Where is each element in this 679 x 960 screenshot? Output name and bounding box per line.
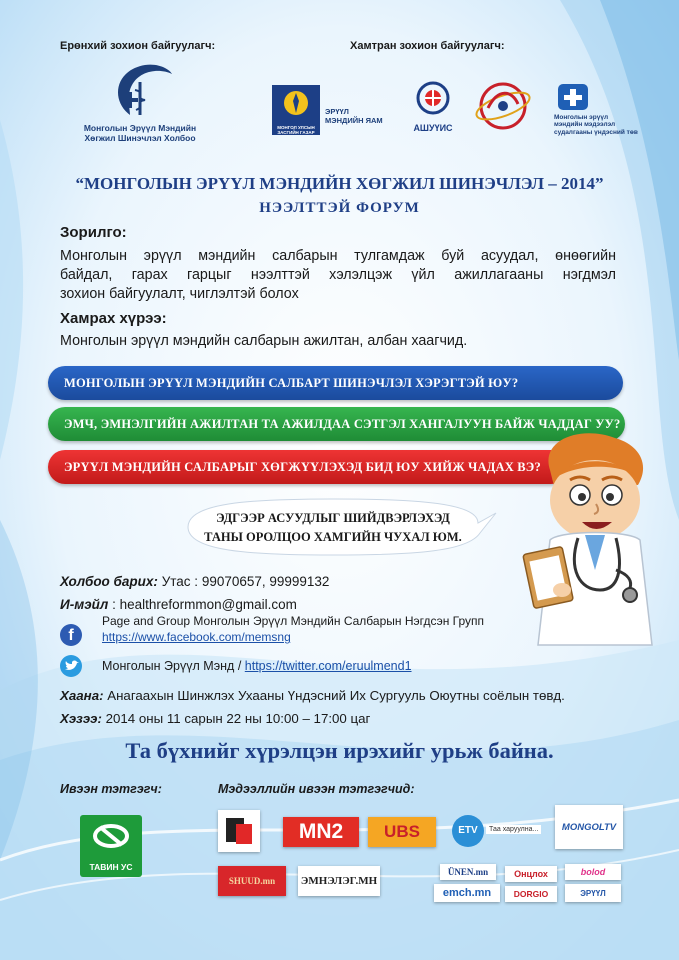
tavin-us-caption: ТАВИН УС [89, 862, 133, 872]
mn2-logo: MN2 [283, 817, 359, 847]
doctor-cartoon-illustration [520, 430, 665, 655]
facebook-link[interactable]: https://www.facebook.com/memsng [102, 630, 291, 644]
question-development-text: ЭРҮҮЛ МЭНДИЙН САЛБАРЫГ ХӨГЖҮҮЛЭХЭД БИД ЮУ ХИЙЖ ЧАДАХ ВЭ? [64, 459, 541, 474]
contact-phone-row [60, 574, 329, 589]
goal-text [60, 247, 616, 304]
government-emblem-logo [272, 85, 320, 135]
etv-badge: ETV [452, 815, 484, 847]
center-caption-line3: судалгааны үндэсний төв [554, 128, 638, 136]
gov-emblem-caption-line2: ЗАСГИЙН ГАЗАР [277, 129, 315, 135]
twitter-row [102, 659, 412, 673]
email-label: И-мэйл [60, 597, 109, 612]
health-reform-association-logo [100, 60, 180, 120]
email-address[interactable]: : healthreformmon@gmail.com [112, 597, 297, 612]
forum-title: “МОНГОЛЫН ЭРҮҮЛ МЭНДИЙН ХӨГЖИЛ ШИНЭЧЛЭЛ – 2014” [75, 174, 604, 193]
emneleg-mn-logo: ЭМНЭЛЭГ.МН [298, 866, 380, 896]
shuud-mn-logo: SHUUD.mn [218, 866, 286, 896]
unen-mn-logo: ÜNEN.mn [440, 864, 496, 880]
co-organizer-label: Хамтран зохион байгуулагч: [350, 40, 505, 52]
main-logo-caption-line2: Хөгжил Шинэчлэл Холбоо [84, 132, 196, 143]
contact-email-row [60, 597, 297, 612]
bubble-line1: ЭДГЭЭР АСУУДЛЫГ ШИЙДВЭРЛЭХЭД [216, 511, 450, 525]
general-organizer-label: Ерөнхий зохион байгуулагч: [60, 40, 216, 52]
eruul-mend-mn-logo: ЭРҮҮЛ [565, 884, 621, 902]
event-sponsor-label: Ивээн тэтгэгч: [60, 782, 162, 796]
question-satisfaction-text: ЭМЧ, ЭМНЭЛГИЙН АЖИЛТАН ТА АЖИЛДАА СЭТГЭЛ ХАНГАЛУУН БАЙЖ ЧАДДАГ УУ? [64, 416, 621, 431]
question-reform-text: МОНГОЛЫН ЭРҮҮЛ МЭНДИЙН САЛБАРТ ШИНЭЧЛЭЛ ХЭРЭГТЭЙ ЮУ? [64, 375, 519, 390]
facebook-text: Page and Group Монголын Эрүүл Мэндийн Салбарын Нэгдсэн Групп [102, 614, 485, 628]
forum-subtitle: НЭЭЛТТЭЙ ФОРУМ [259, 200, 420, 216]
gov-emblem-caption-line1: МОНГОЛ УЛСЫН [277, 125, 315, 130]
bolod-logo: bolod [565, 864, 621, 880]
venue-text: Анагаахын Шинжлэх Ухааны Үндэсний Их Сургууль Оюутны соёлын төвд. [103, 688, 565, 703]
twitter-icon [60, 655, 82, 677]
when-text: 2014 оны 11 сарын 22 ны 10:00 – 17:00 цаг [101, 711, 371, 726]
etv-slogan: Таа харуулна... [486, 825, 541, 834]
goal-label: Зорилго: [60, 224, 127, 241]
bubble-line2: ТАНЫ ОРОЛЦОО ХАМГИЙН ЧУХАЛ ЮМ. [204, 530, 462, 544]
phone-prefix: Утас : [161, 574, 202, 589]
question-pill-reform [48, 366, 623, 400]
ontslokh-logo: Онцлох [505, 866, 557, 882]
ashuuis-caption: АШУҮИС [413, 123, 453, 133]
center-caption-line2: мэндийн мэдээлэл [554, 121, 616, 129]
goal-line2: байдал, гарах гарцыг нээлттэй хэлэлцэж үйл ажиллагааны нэгдмэл [60, 267, 616, 283]
mongoltv-logo: MONGOLTV [555, 805, 623, 849]
question-pill-development [48, 450, 568, 484]
student-association-logo [468, 78, 538, 134]
health-info-center-logo [558, 84, 588, 110]
goal-line1: Монголын эрүүл мэндийн салбарын тулгамдаж буй асуудал, өнөөгийн [60, 248, 616, 264]
facebook-icon: f [60, 624, 82, 646]
ministry-caption-line1: ЭРҮҮЛ [325, 107, 349, 116]
venue-label: Хаана: [60, 688, 104, 703]
ministry-caption-line2: МЭНДИЙН ЯАМ [325, 115, 383, 125]
phone-numbers: 99070657, 99999132 [201, 574, 330, 589]
ashuuis-logo [408, 80, 458, 133]
etv-logo [452, 813, 544, 849]
when-row [60, 711, 370, 726]
when-label: Хэзээ: [60, 711, 102, 726]
twitter-link[interactable]: https://twitter.com/eruulmend1 [244, 659, 412, 673]
media-sponsor-label: Мэдээллийн ивээн тэтгэгчид: [218, 782, 415, 796]
dorgio-logo: DORGIO [505, 886, 557, 902]
main-logo-caption-line1: Монголын Эрүүл Мэндийн [83, 123, 197, 133]
tavin-us-logo [80, 815, 142, 877]
emch-mn-logo: emch.mn [434, 884, 500, 902]
twitter-text: Монголын Эрүүл Мэнд / [102, 659, 245, 673]
contact-label: Холбоо барих: [60, 574, 158, 589]
like-magazine-logo [218, 810, 260, 852]
ubs-logo: UBS [368, 817, 436, 847]
audience-label: Хамрах хүрээ: [60, 310, 167, 327]
goal-line3: зохион байгуулалт, чиглэлтэй болох [60, 286, 299, 302]
center-caption-line1: Монголын эрүүл [554, 114, 609, 121]
venue-row [60, 688, 565, 703]
audience-text: Монголын эрүүл мэндийн салбарын ажилтан, албан хаагчид. [60, 333, 468, 349]
invitation-text: Та бүхнийг хүрэлцэн ирэхийг урьж байна. [125, 738, 554, 763]
speech-bubble [168, 497, 498, 557]
